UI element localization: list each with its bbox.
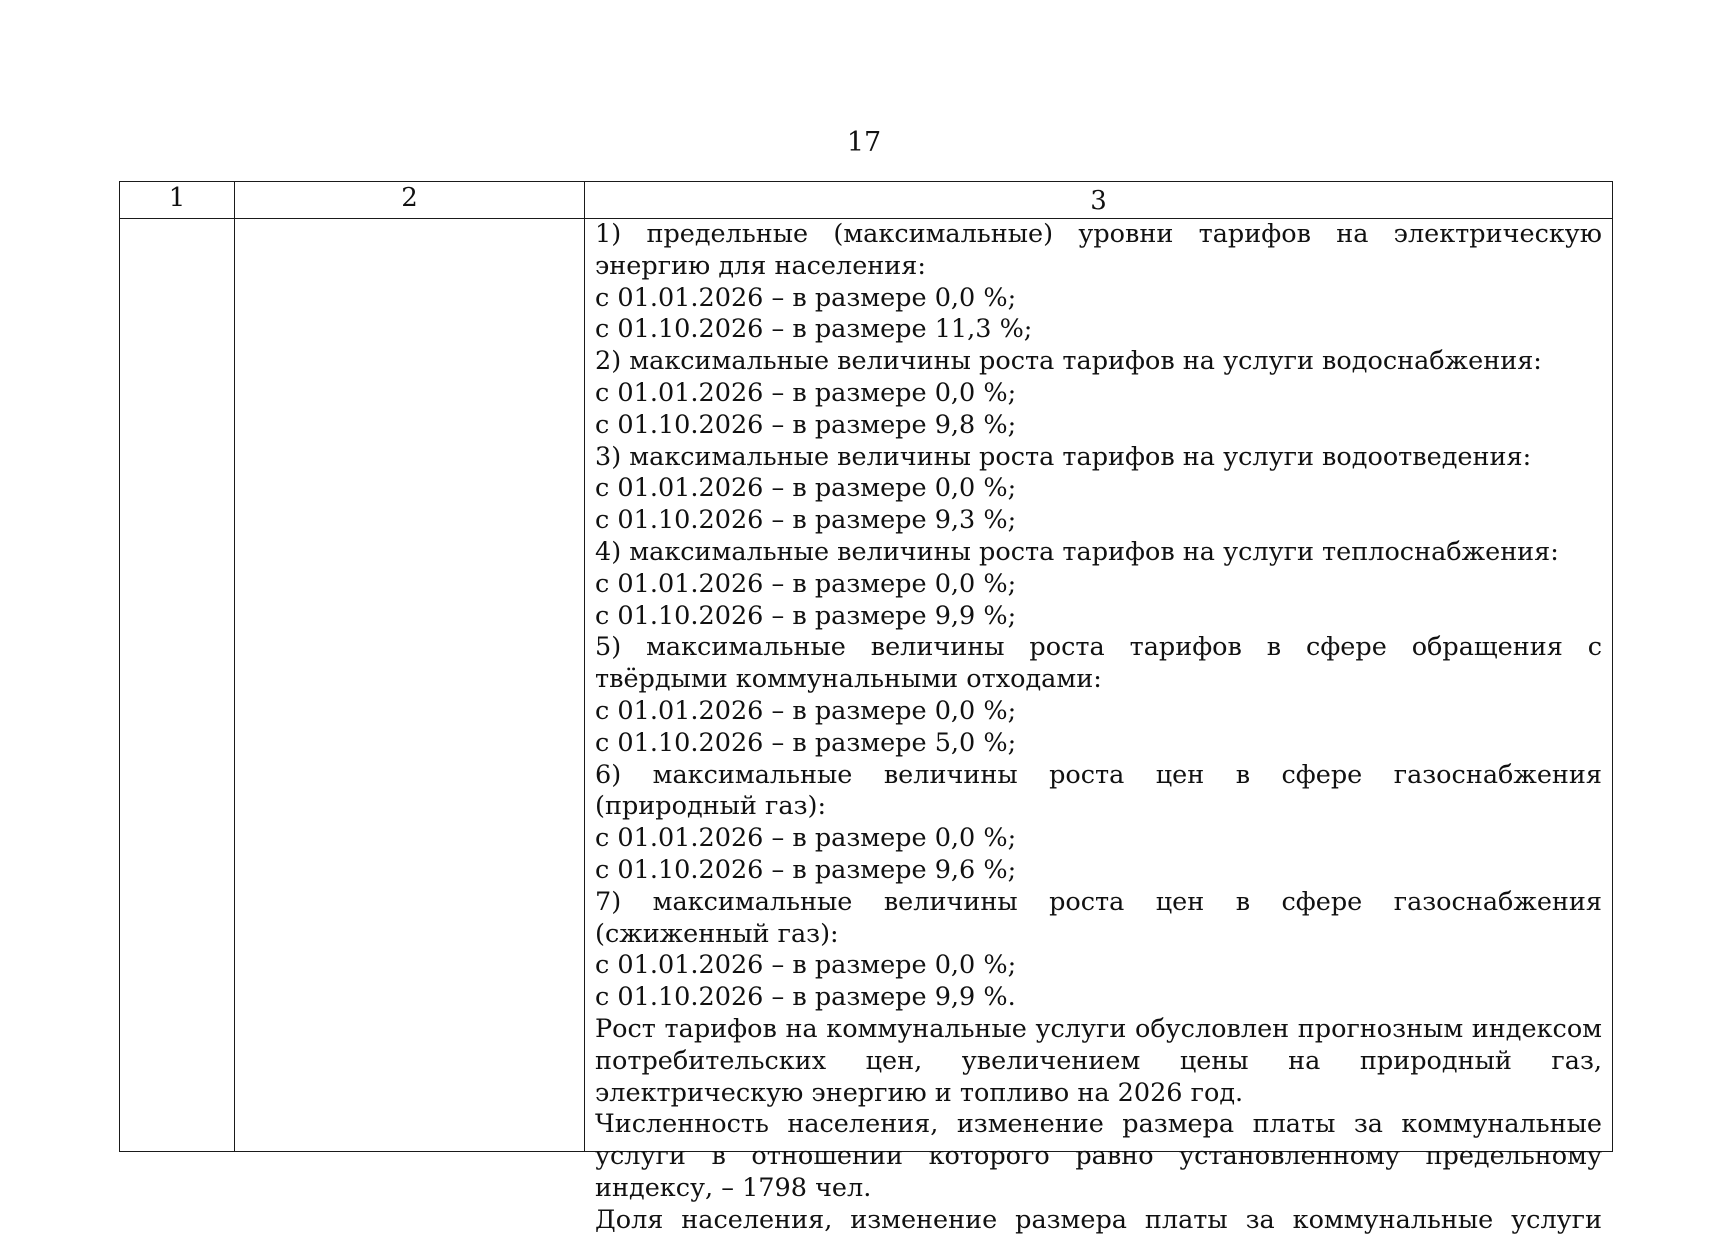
item-line: с 01.10.2026 – в размере 9,3 %; [595, 505, 1017, 536]
item-line: с 01.01.2026 – в размере 0,0 %; [595, 695, 1017, 726]
paragraph-population-count: Численность населения, изменение размера платы за коммунальные услуги в отношении которого равно установленному предельному индексу, – 1798 чел. [595, 1109, 1602, 1203]
item-heading-3: 3) максимальные величины роста тарифов на услуги водоотведения: [595, 441, 1532, 472]
item-line: с 01.10.2026 – в размере 11,3 %; [595, 314, 1033, 345]
item-heading-6: 6) максимальные величины роста цен в сфере газоснабжения (природный газ): [595, 759, 1602, 822]
cell-col-3 [585, 219, 1613, 1235]
table-row [120, 219, 1613, 1152]
item-line: с 01.10.2026 – в размере 9,9 %; [595, 600, 1017, 631]
table-header-row [120, 182, 1613, 219]
tariff-table [119, 181, 1613, 1235]
item-heading-4: 4) максимальные величины роста тарифов на услуги теплоснабжения: [595, 536, 1559, 567]
item-line: с 01.10.2026 – в размере 5,0 %; [595, 727, 1017, 758]
item-heading-7: 7) максимальные величины роста цен в сфере газоснабжения (сжиженный газ): [595, 886, 1602, 949]
item-line: с 01.01.2026 – в размере 0,0 %; [595, 282, 1017, 313]
cell-col-2 [235, 219, 585, 1152]
column-header-1: 1 [120, 182, 235, 219]
column-header-3: 3 [585, 182, 1613, 219]
paragraph-tariff-growth: Рост тарифов на коммунальные услуги обусловлен прогнозным индексом потребительских цен, увеличением цены на природный газ, электрическую энергию и топливо на 2026 год. [595, 1013, 1602, 1108]
item-line: с 01.01.2026 – в размере 0,0 %; [595, 568, 1017, 599]
paragraph-population-share: Доля населения, изменение размера платы за коммунальные услуги [595, 1204, 1602, 1235]
item-line: с 01.01.2026 – в размере 0,0 %; [595, 473, 1017, 504]
item-line: с 01.10.2026 – в размере 9,8 %; [595, 409, 1017, 440]
item-heading-1: 1) предельные (максимальные) уровни тарифов на электрическую энергию для населения: [595, 219, 1602, 281]
cell-content [585, 219, 1612, 1235]
item-heading-2: 2) максимальные величины роста тарифов на услуги водоснабжения: [595, 346, 1542, 377]
item-heading-5: 5) максимальные величины роста тарифов в сфере обращения с твёрдыми коммунальными отходами: [595, 632, 1602, 695]
cell-col-1 [120, 219, 235, 1152]
item-line: с 01.01.2026 – в размере 0,0 %; [595, 377, 1017, 408]
item-line: с 01.01.2026 – в размере 0,0 %; [595, 823, 1017, 854]
item-line: с 01.10.2026 – в размере 9,6 %; [595, 854, 1017, 885]
column-header-2: 2 [235, 182, 585, 219]
item-line: с 01.10.2026 – в размере 9,9 %. [595, 982, 1016, 1013]
item-line: с 01.01.2026 – в размере 0,0 %; [595, 950, 1017, 981]
page-number: 17 [846, 127, 882, 158]
